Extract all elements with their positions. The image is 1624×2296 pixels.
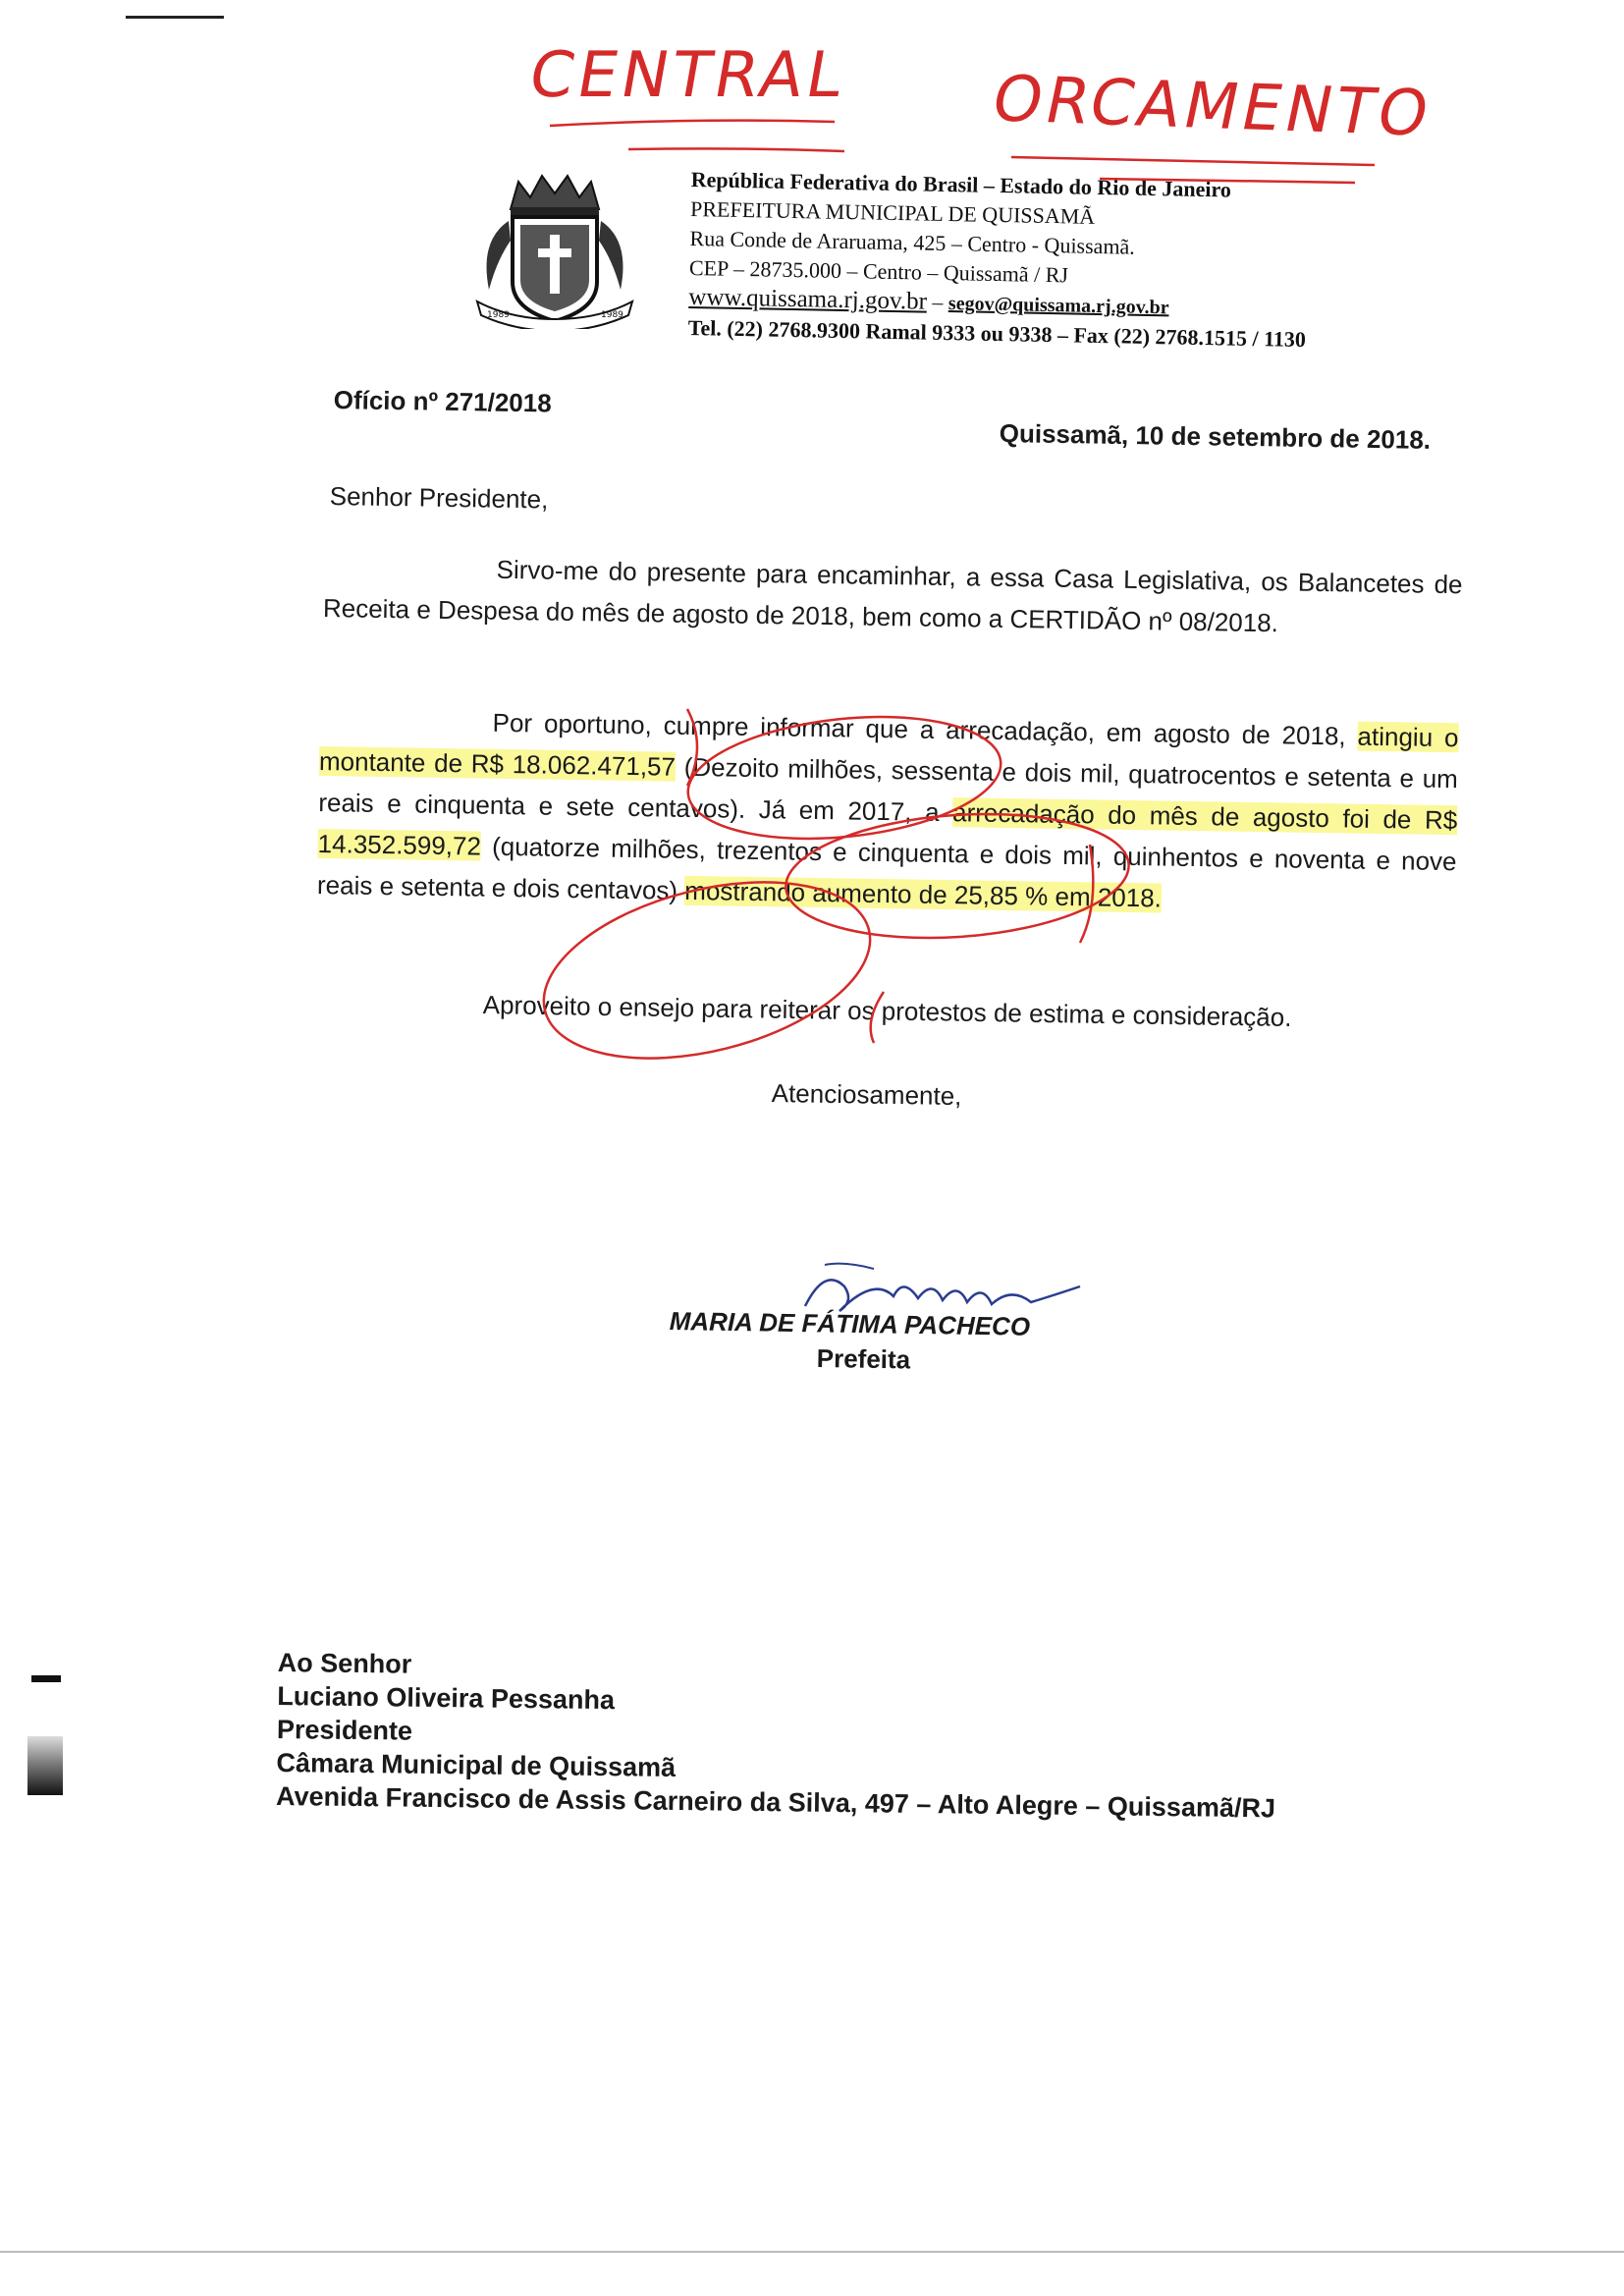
addressee-line: Presidente [276, 1714, 413, 1746]
addressee-line: Câmara Municipal de Quissamã [276, 1747, 677, 1782]
document-number: Ofício nº 271/2018 [333, 385, 552, 418]
letterhead-line: República Federativa do Brasil – Estado do Rio de Janeiro [690, 166, 1232, 202]
letterhead-phone: Tel. (22) 2768.9300 Ramal 9333 ou 9338 – Fax (22) 2768.1515 / 1130 [687, 314, 1307, 353]
signatory-name: MARIA DE FÁTIMA PACHECO [669, 1306, 1031, 1341]
highlighted-text: arrecadação do mês de agosto foi de R$ 14.352.599,72 [317, 797, 1458, 861]
closing: Atenciosamente, [771, 1078, 962, 1112]
letterhead-line: CEP – 28735.000 – Centro – Quissamã / RJ [688, 254, 1069, 288]
paragraph-2-text: (Dezoito milhões, sessenta e dois mil, quatrocentos e setenta e um reais e cinquenta e sete centavos). Já em 2017, a [318, 751, 1459, 828]
website-link[interactable]: www.quissama.rj.gov.br [688, 283, 928, 315]
addressee-line: Ao Senhor [277, 1647, 412, 1679]
paragraph-2-text: Por oportuno, cumpre informar que a arrecadação, em agosto de 2018, [492, 707, 1358, 751]
document-date: Quissamã, 10 de setembro de 2018. [999, 418, 1432, 455]
email-link[interactable]: segov@quissama.rj.gov.br [947, 293, 1169, 319]
paragraph-2-text: (quatorze milhões, trezentos e cinquenta e dois mil, quinhentos e noventa e nove reais e setenta e dois centavos) [316, 831, 1457, 905]
highlighted-text: mostrando aumento de 25,85 % em 2018. [684, 875, 1163, 913]
salutation: Senhor Presidente, [329, 481, 549, 515]
signatory-title: Prefeita [816, 1343, 911, 1375]
highlighted-text: atingiu o montante de R$ 18.062.471,57 [318, 721, 1459, 782]
paragraph-3: Aproveito o ensejo para reiterar os protestos de estima e consideração. [482, 990, 1292, 1032]
addressee-address: Avenida Francisco de Assis Carneiro da Silva, 497 – Alto Alegre – Quissamã/RJ [275, 1780, 1276, 1824]
letterhead-line: Rua Conde de Araruama, 425 – Centro - Quissamã. [689, 225, 1136, 259]
svg-text:1989: 1989 [487, 310, 510, 320]
handwritten-annotation-left: CENTRAL [523, 39, 852, 112]
svg-text:1989: 1989 [601, 310, 623, 320]
separator: – [926, 289, 949, 315]
addressee-name: Luciano Oliveira Pessanha [277, 1680, 616, 1716]
letterhead-line: PREFEITURA MUNICIPAL DE QUISSAMÃ [689, 195, 1096, 229]
paragraph-1: Sirvo-me do presente para encaminhar, a essa Casa Legislativa, os Balancetes de Receita e Despesa do mês de agosto de 2018, bem como a CERTIDÃO nº 08/2018. [322, 554, 1463, 638]
handwritten-annotation-right: ORCAMENTO [985, 63, 1439, 151]
